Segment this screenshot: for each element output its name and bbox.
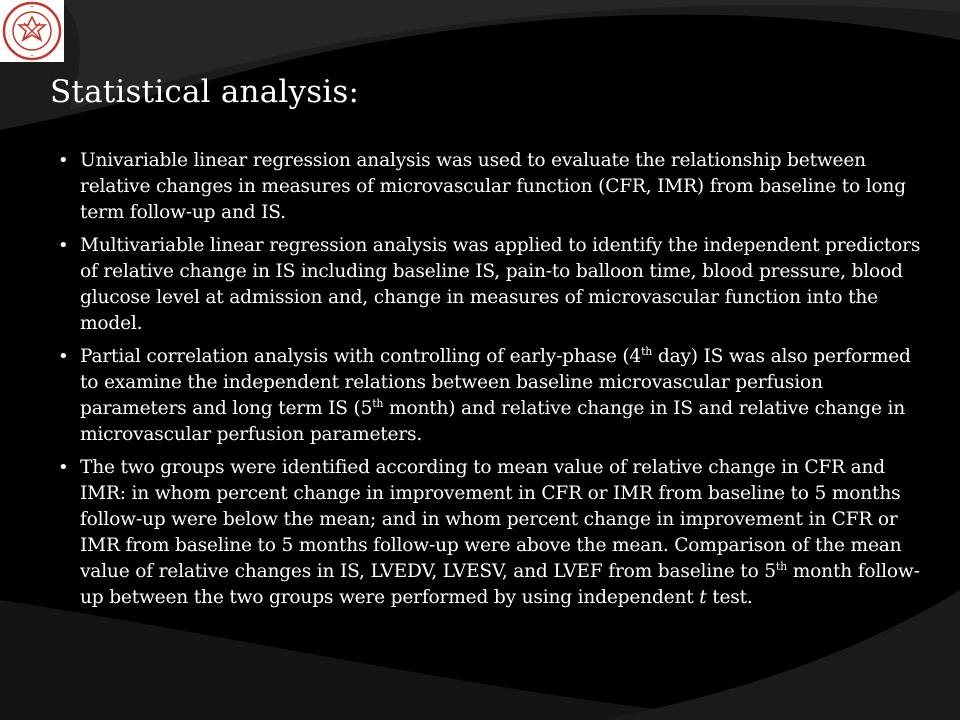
bullet-marker: • bbox=[58, 150, 69, 171]
bullet-marker: • bbox=[58, 457, 69, 478]
bullet-marker: • bbox=[58, 346, 69, 367]
bullet-text-part: The two groups were identified according to mean value of relative change in CFR and IMR: in whom percent change in improvement in CFR or IMR from baseline to 5 months follow-up were below the mean; and in whom percent change in improvement in CFR or IMR from baseline to 5 months follow-up were above the mean. Comparison of the mean value of relative changes in IS, LVEDV, LVESV, and LVEF from baseline to 5 bbox=[80, 457, 902, 582]
bullet-text-part: test. bbox=[706, 587, 753, 608]
bullet-item-univariable bbox=[58, 148, 928, 226]
bullet-text-part: day) IS was also performed to examine the independent relations between baseline microvascular perfusion parameters and long term IS (5 bbox=[80, 346, 911, 419]
superscript: th bbox=[775, 560, 788, 573]
university-seal-icon bbox=[2, 1, 62, 61]
bullet-list bbox=[58, 148, 928, 618]
bullet-text: Multivariable linear regression analysis was applied to identify the independent predictors of relative change in IS including baseline IS, pain-to balloon time, blood pressure, blood glucose level at admission and, change in measures of microvascular function into the model. bbox=[80, 235, 921, 334]
bullet-text-part: month) and relative change in IS and relative change in microvascular perfusion parameters. bbox=[80, 398, 905, 445]
bullet-marker: • bbox=[58, 235, 69, 256]
university-logo bbox=[0, 0, 64, 62]
italic-t: t bbox=[699, 587, 707, 608]
bullet-text: Univariable linear regression analysis was used to evaluate the relationship between relative changes in measures of microvascular function (CFR, IMR) from baseline to long term follow-up and IS. bbox=[80, 150, 906, 223]
slide-title: Statistical analysis: bbox=[50, 74, 360, 110]
bullet-item-partial-correlation bbox=[58, 344, 928, 448]
superscript: th bbox=[641, 345, 653, 358]
bullet-item-multivariable bbox=[58, 233, 928, 337]
bullet-item-two-groups bbox=[58, 455, 928, 611]
bullet-text-part: month follow-up between the two groups were performed by using independent bbox=[80, 561, 920, 608]
bullet-text-part: Partial correlation analysis with controlling of early-phase (4 bbox=[80, 346, 642, 367]
superscript: th bbox=[372, 397, 384, 410]
